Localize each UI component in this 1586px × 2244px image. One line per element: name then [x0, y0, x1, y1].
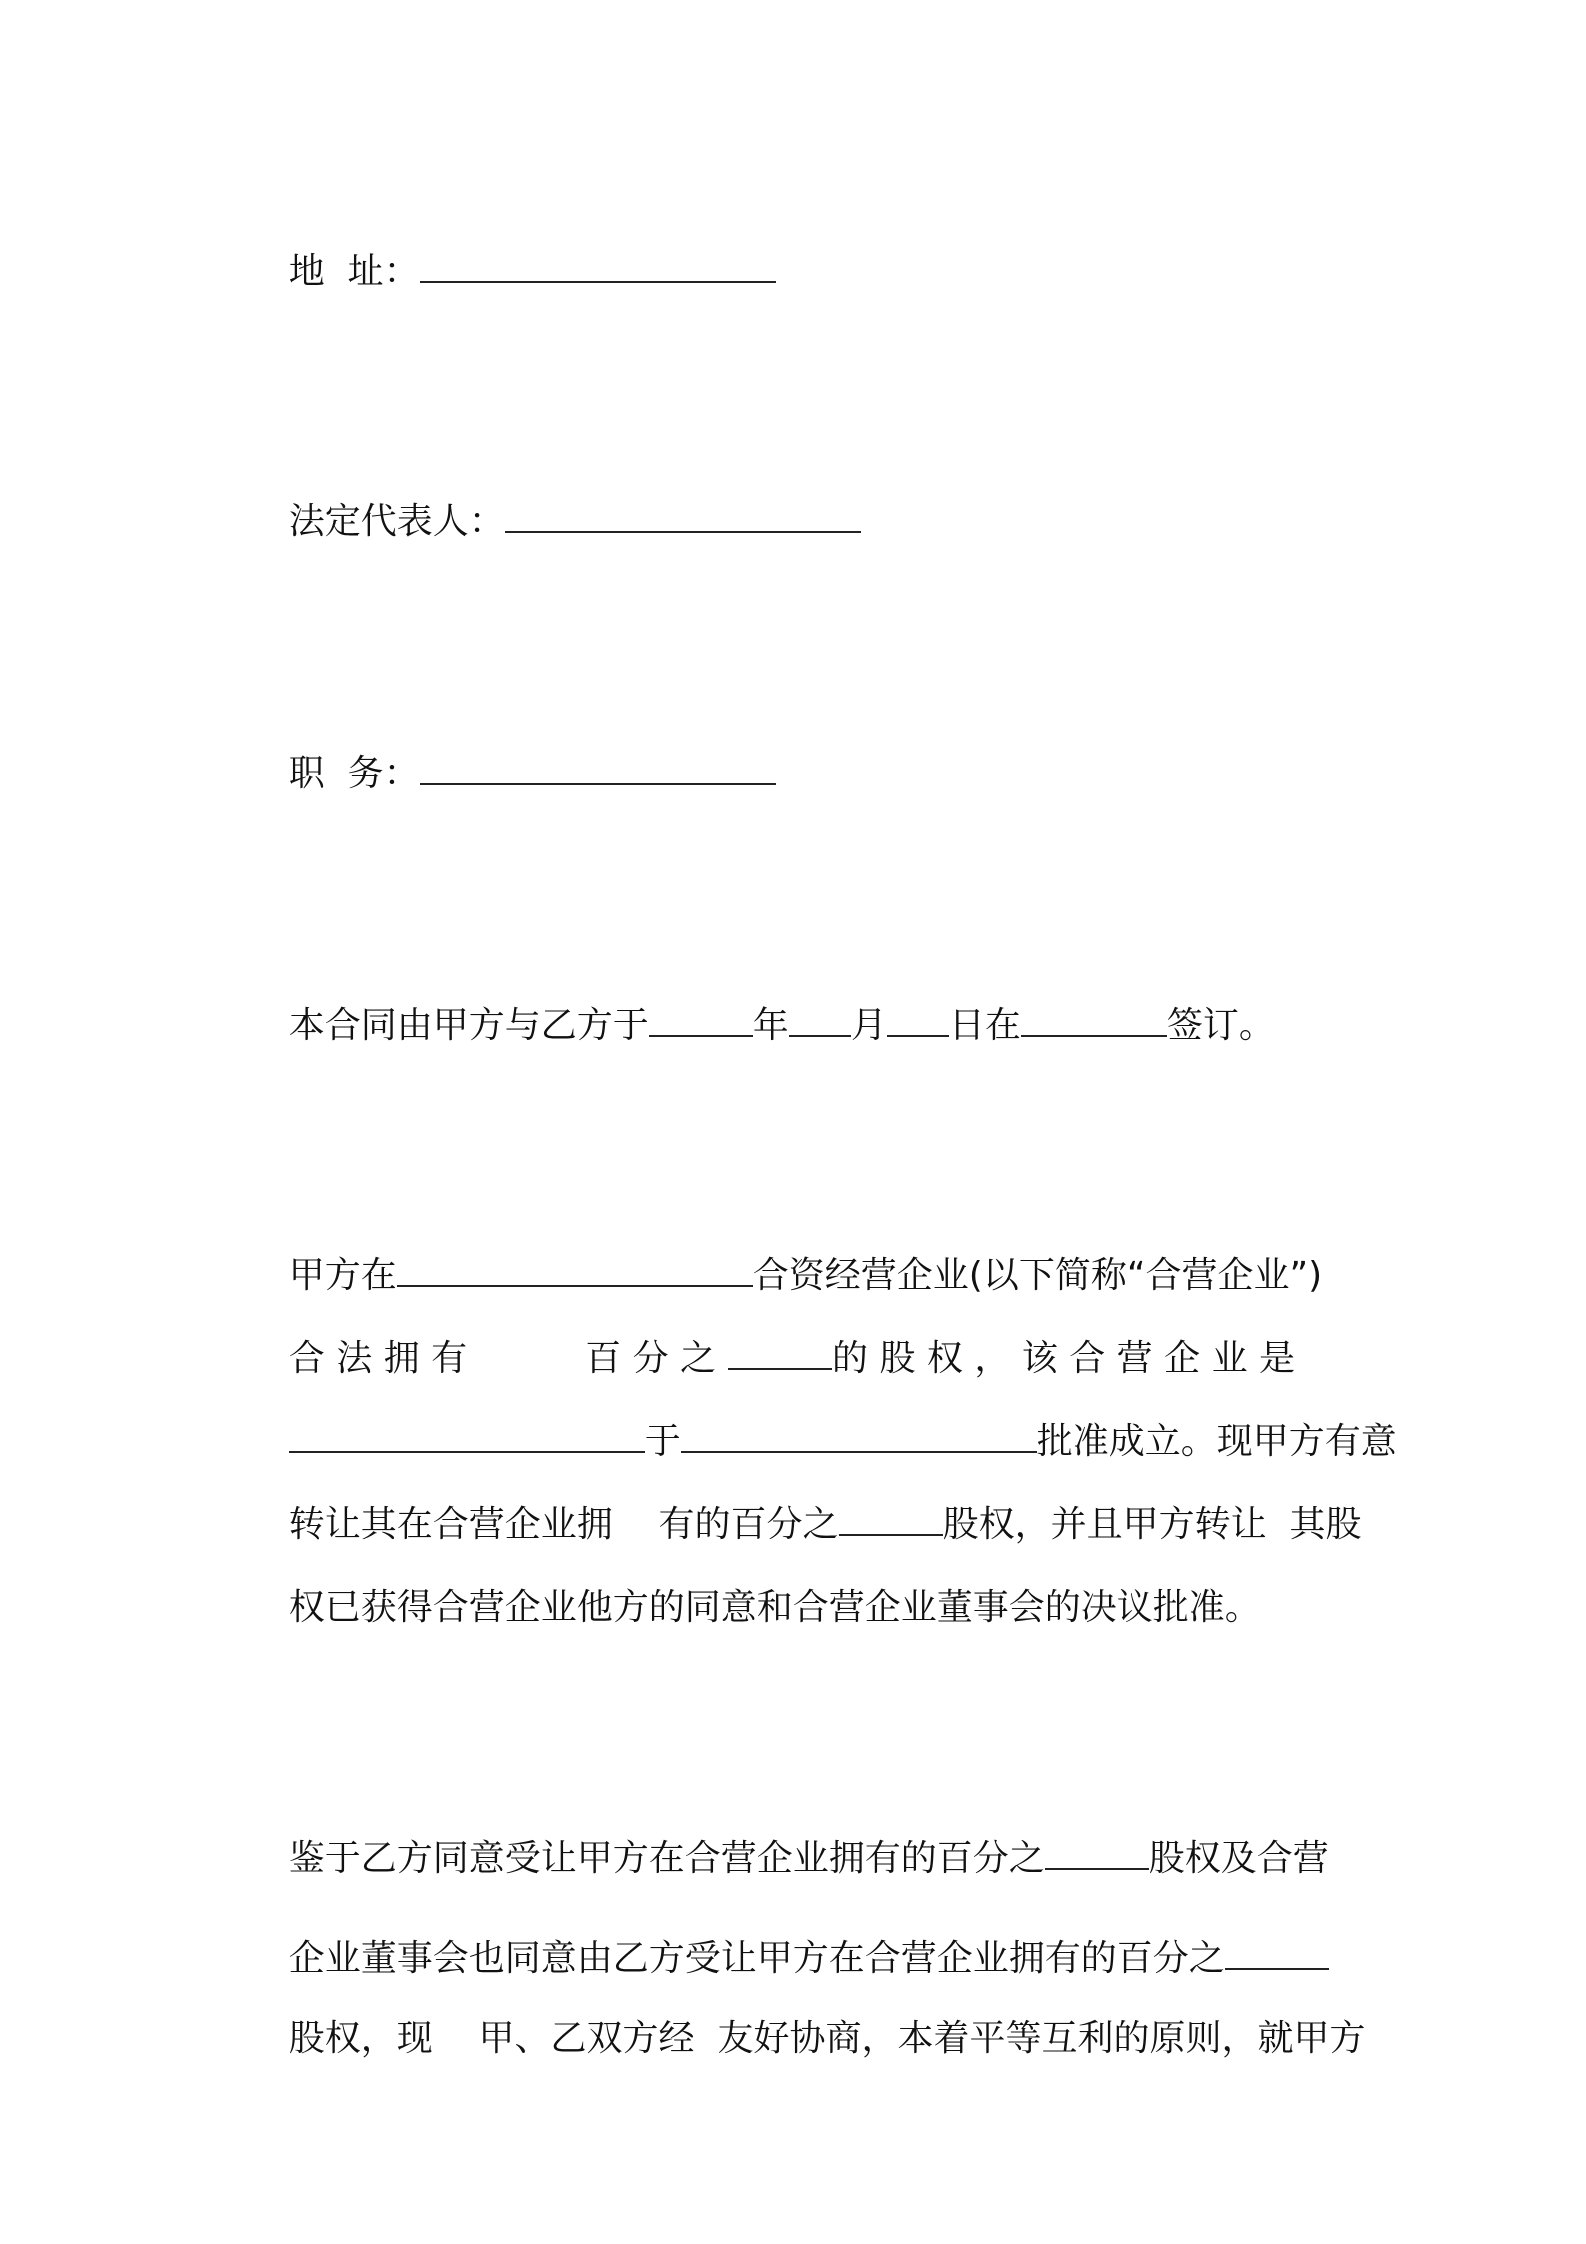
para1-text: 批准成立。现甲方有意 — [1036, 1421, 1397, 1462]
month-label: 月 — [850, 1005, 887, 1046]
accepted-percentage-blank — [1045, 1838, 1149, 1870]
para2-text: 股权及合营 — [1148, 1838, 1329, 1879]
legal-representative-line — [243, 456, 861, 588]
para1-text: 于 — [644, 1421, 681, 1462]
signing-text-end: 签订。 — [1166, 1005, 1275, 1046]
approval-authority-blank — [289, 1421, 645, 1453]
position-line — [243, 708, 776, 840]
para1-text: 百 分 之 — [585, 1338, 717, 1379]
legal-representative-label: 法定代表人： — [288, 501, 505, 542]
para1-text: 合资经营企业(以下简称“合营企业”) — [752, 1255, 1323, 1296]
address-blank — [420, 251, 776, 283]
transfer-percentage-blank — [839, 1504, 943, 1536]
month-blank — [789, 1005, 851, 1037]
year-label: 年 — [752, 1005, 789, 1046]
day-label: 日在 — [948, 1005, 1021, 1046]
para1-text: 合 法 拥 有 — [288, 1338, 468, 1379]
para2-text: 企业董事会也同意由乙方受让甲方在合营企业拥有的百分之 — [288, 1938, 1225, 1979]
address-label: 地 址： — [288, 251, 420, 292]
day-blank — [887, 1005, 949, 1037]
position-label: 职 务： — [288, 753, 420, 794]
place-blank — [1021, 1005, 1167, 1037]
position-blank — [420, 753, 776, 785]
year-blank — [649, 1005, 753, 1037]
para1-text: 权已获得合营企业他方的同意和合营企业董事会的决议批准。 — [288, 1587, 1261, 1628]
signing-text-intro: 本合同由甲方与乙方于 — [288, 1005, 649, 1046]
address-line — [243, 206, 776, 338]
para2-text: 鉴于乙方同意受让甲方在合营企业拥有的百分之 — [288, 1838, 1045, 1879]
para2-text: 股权，现 甲、乙双方经 友好协商，本着平等互利的原则，就甲方 — [288, 2018, 1366, 2059]
signing-sentence — [243, 960, 1275, 1092]
enterprise-name-blank — [397, 1255, 753, 1287]
percentage-blank — [728, 1338, 832, 1370]
para1-text: 股权，并且甲方转让 其股 — [942, 1504, 1362, 1545]
legal-representative-blank — [505, 501, 861, 533]
para2-line3 — [243, 1973, 1365, 2105]
board-percentage-blank — [1225, 1938, 1329, 1970]
approval-date-blank — [681, 1421, 1037, 1453]
para1-line5 — [243, 1542, 1261, 1674]
para1-text: 的 股 权 ， 该 合 营 企 业 是 — [832, 1338, 1296, 1379]
para1-text: 转让其在合营企业拥 有的百分之 — [288, 1504, 839, 1545]
para1-text: 甲方在 — [288, 1255, 397, 1296]
